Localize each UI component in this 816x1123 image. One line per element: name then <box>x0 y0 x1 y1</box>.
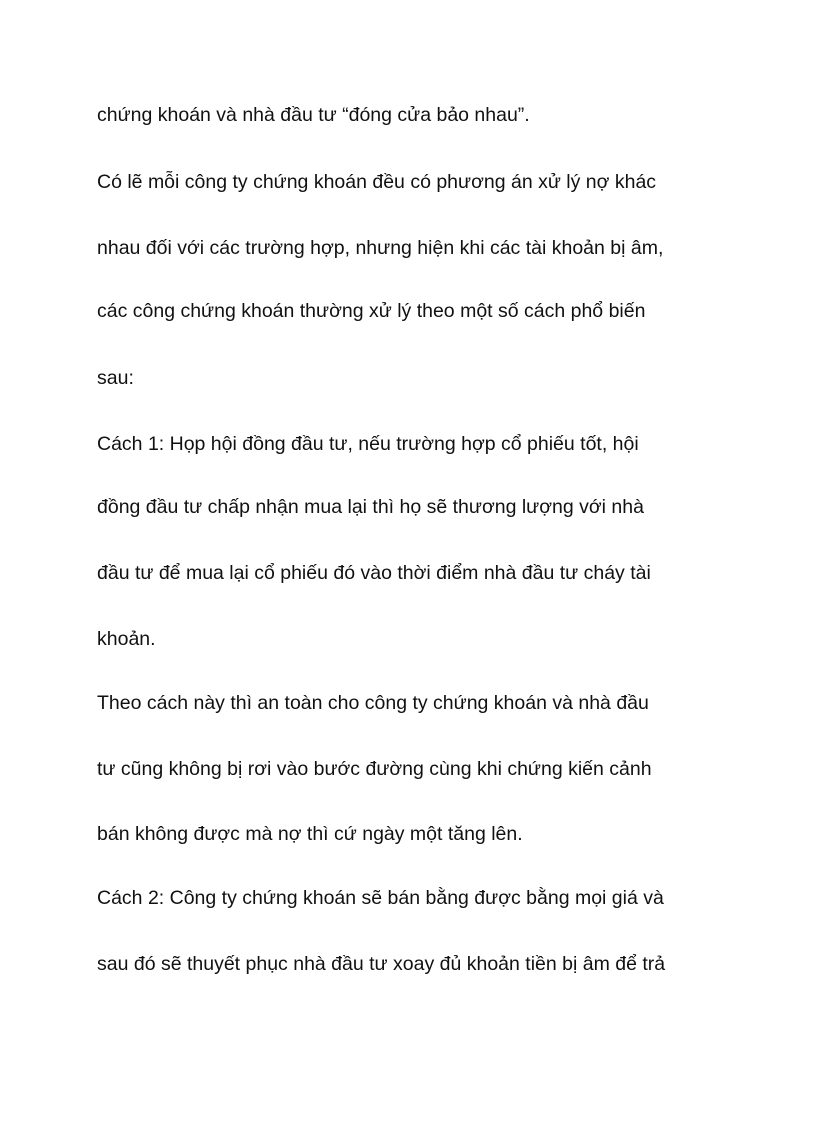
text-line-7: đồng đầu tư chấp nhận mua lại thì họ sẽ thương lượng với nhà <box>97 496 644 518</box>
text-line-12: bán không được mà nợ thì cứ ngày một tăng lên. <box>97 823 523 845</box>
text-line-9: khoản. <box>97 628 156 650</box>
text-line-3: nhau đối với các trường hợp, nhưng hiện khi các tài khoản bị âm, <box>97 237 664 259</box>
text-line-2: Có lẽ mỗi công ty chứng khoán đều có phương án xử lý nợ khác <box>97 171 657 193</box>
text-line-8: đầu tư để mua lại cổ phiếu đó vào thời điểm nhà đầu tư cháy tài <box>97 562 651 584</box>
text-line-11: tư cũng không bị rơi vào bước đường cùng khi chứng kiến cảnh <box>97 758 652 780</box>
text-line-13: Cách 2: Công ty chứng khoán sẽ bán bằng được bằng mọi giá và <box>97 887 664 909</box>
text-line-10: Theo cách này thì an toàn cho công ty chứng khoán và nhà đầu <box>97 692 649 714</box>
text-line-5: sau: <box>97 367 134 389</box>
text-line-1: chứng khoán và nhà đầu tư “đóng cửa bảo nhau”. <box>97 104 530 126</box>
text-line-14: sau đó sẽ thuyết phục nhà đầu tư xoay đủ khoản tiền bị âm để trả <box>97 953 666 975</box>
text-line-4: các công chứng khoán thường xử lý theo một số cách phổ biến <box>97 300 646 322</box>
text-line-6: Cách 1: Họp hội đồng đầu tư, nếu trường hợp cổ phiếu tốt, hội <box>97 433 639 455</box>
